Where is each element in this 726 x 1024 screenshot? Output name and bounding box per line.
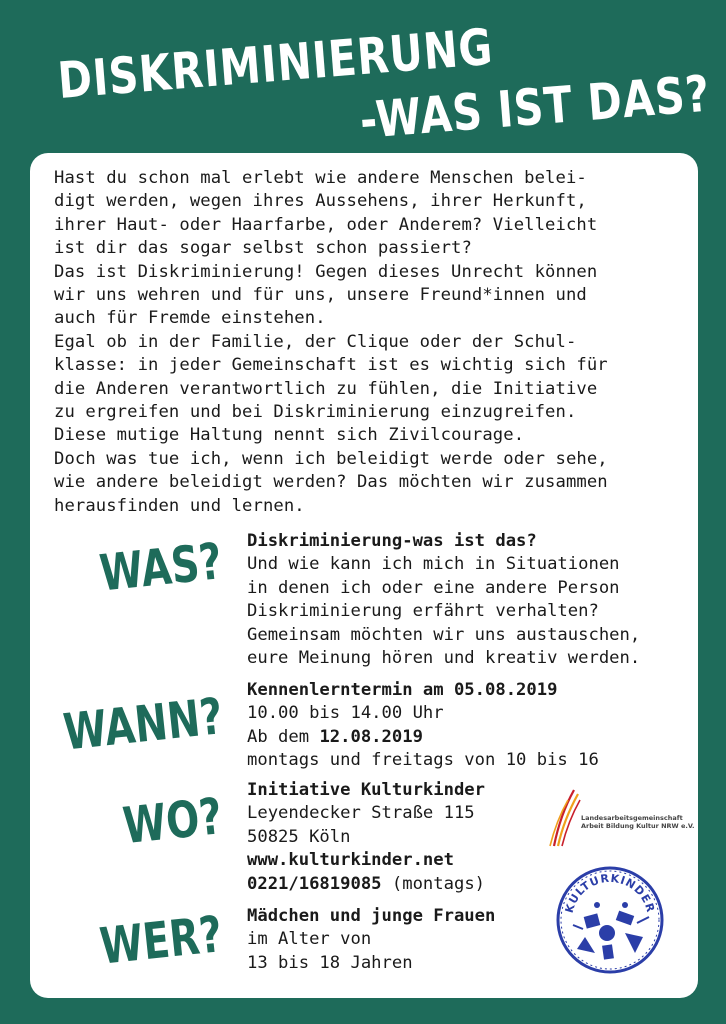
intro-line: klasse: in jeder Gemeinschaft ist es wichtig sich für <box>54 355 608 376</box>
wo-phone-note: (montags) <box>381 873 486 894</box>
wer-age-label: im Alter von <box>247 929 372 950</box>
intro-line: Diese mutige Haltung nennt sich Zivilcourage. <box>54 425 525 446</box>
lag-subtitle: Arbeit Bildung Kultur NRW e.V. <box>581 822 695 830</box>
wann-meeting: Kennenlerntermin am 05.08.2019 <box>247 680 558 700</box>
intro-line: zu ergreifen und bei Diskriminierung einzugreifen. <box>54 402 577 423</box>
intro-line: auch für Fremde einstehen. <box>54 308 326 329</box>
wer-label: WER? <box>97 905 226 976</box>
intro-line: Doch was tue ich, wenn ich beleidigt werde oder sehe, <box>54 448 608 469</box>
intro-text <box>54 167 684 518</box>
wann-time: 10.00 bis 14.00 Uhr <box>247 703 444 724</box>
wo-label: WO? <box>120 787 226 856</box>
kulturkinder-name: KULTURKINDER <box>562 871 658 915</box>
wo-phone[interactable]: 0221/16819085 <box>247 873 382 894</box>
wann-block <box>247 679 599 773</box>
lag-logo <box>548 786 695 850</box>
wo-street: Leyendecker Straße 115 <box>247 803 475 824</box>
was-line: eure Meinung hören und kreativ werden. <box>247 648 641 669</box>
intro-line: wir uns wehren und für uns, unsere Freund*innen und <box>54 285 587 306</box>
headline-line-2: -WAS IST DAS? <box>357 64 713 150</box>
wer-age-range: 13 bis 18 Jahren <box>247 952 413 973</box>
intro-line: digt werden, wegen ihres Aussehens, ihrer Herkunft, <box>54 191 587 212</box>
intro-line: ihrer Haut- oder Haarfarbe, oder Anderem? Vielleicht <box>54 214 598 235</box>
headline-line-1: DISKRIMINIERUNG <box>55 17 496 110</box>
intro-line: Das ist Diskriminierung! Gegen dieses Unrecht können <box>54 261 598 282</box>
content-card <box>30 153 698 998</box>
wo-city: 50825 Köln <box>247 826 351 847</box>
was-line: Gemeinsam möchten wir uns austauschen, <box>247 624 641 645</box>
intro-line: die Anderen verantwortlich zu fühlen, die Initiative <box>54 378 598 399</box>
was-line: Und wie kann ich mich in Situationen <box>247 554 620 575</box>
lag-text <box>581 814 695 830</box>
wo-website[interactable]: www.kulturkinder.net <box>247 850 454 871</box>
was-title: Diskriminierung-was ist das? <box>247 531 537 551</box>
intro-line: wie andere beleidigt werden? Das möchten wir zusammen <box>54 472 608 493</box>
intro-line: Hast du schon mal erlebt wie andere Menschen belei- <box>54 168 587 188</box>
wann-start-prefix: Ab dem <box>247 726 320 747</box>
was-line: in denen ich oder eine andere Person <box>247 577 620 598</box>
intro-line: Egal ob in der Familie, der Clique oder der Schul- <box>54 331 577 352</box>
lag-name: Landesarbeitsgemeinschaft <box>581 814 683 822</box>
wer-block <box>247 905 495 975</box>
intro-line: herausfinden und lernen. <box>54 495 305 516</box>
wann-start-date: 12.08.2019 <box>319 726 423 747</box>
wo-org: Initiative Kulturkinder <box>247 780 485 800</box>
wer-target: Mädchen und junge Frauen <box>247 906 496 926</box>
was-label: WAS? <box>97 532 226 603</box>
wann-label: WANN? <box>60 687 226 762</box>
was-line: Diskriminierung erfährt verhalten? <box>247 601 599 622</box>
wo-phone-line <box>247 873 485 896</box>
intro-line: ist dir das sogar selbst schon passiert? <box>54 238 472 259</box>
kulturkinder-logo <box>555 865 665 975</box>
was-block <box>247 530 640 670</box>
wann-schedule: montags und freitags von 10 bis 16 <box>247 750 599 771</box>
kulturkinder-seal-icon <box>555 865 665 975</box>
wo-block <box>247 779 485 896</box>
wann-start <box>247 726 599 749</box>
